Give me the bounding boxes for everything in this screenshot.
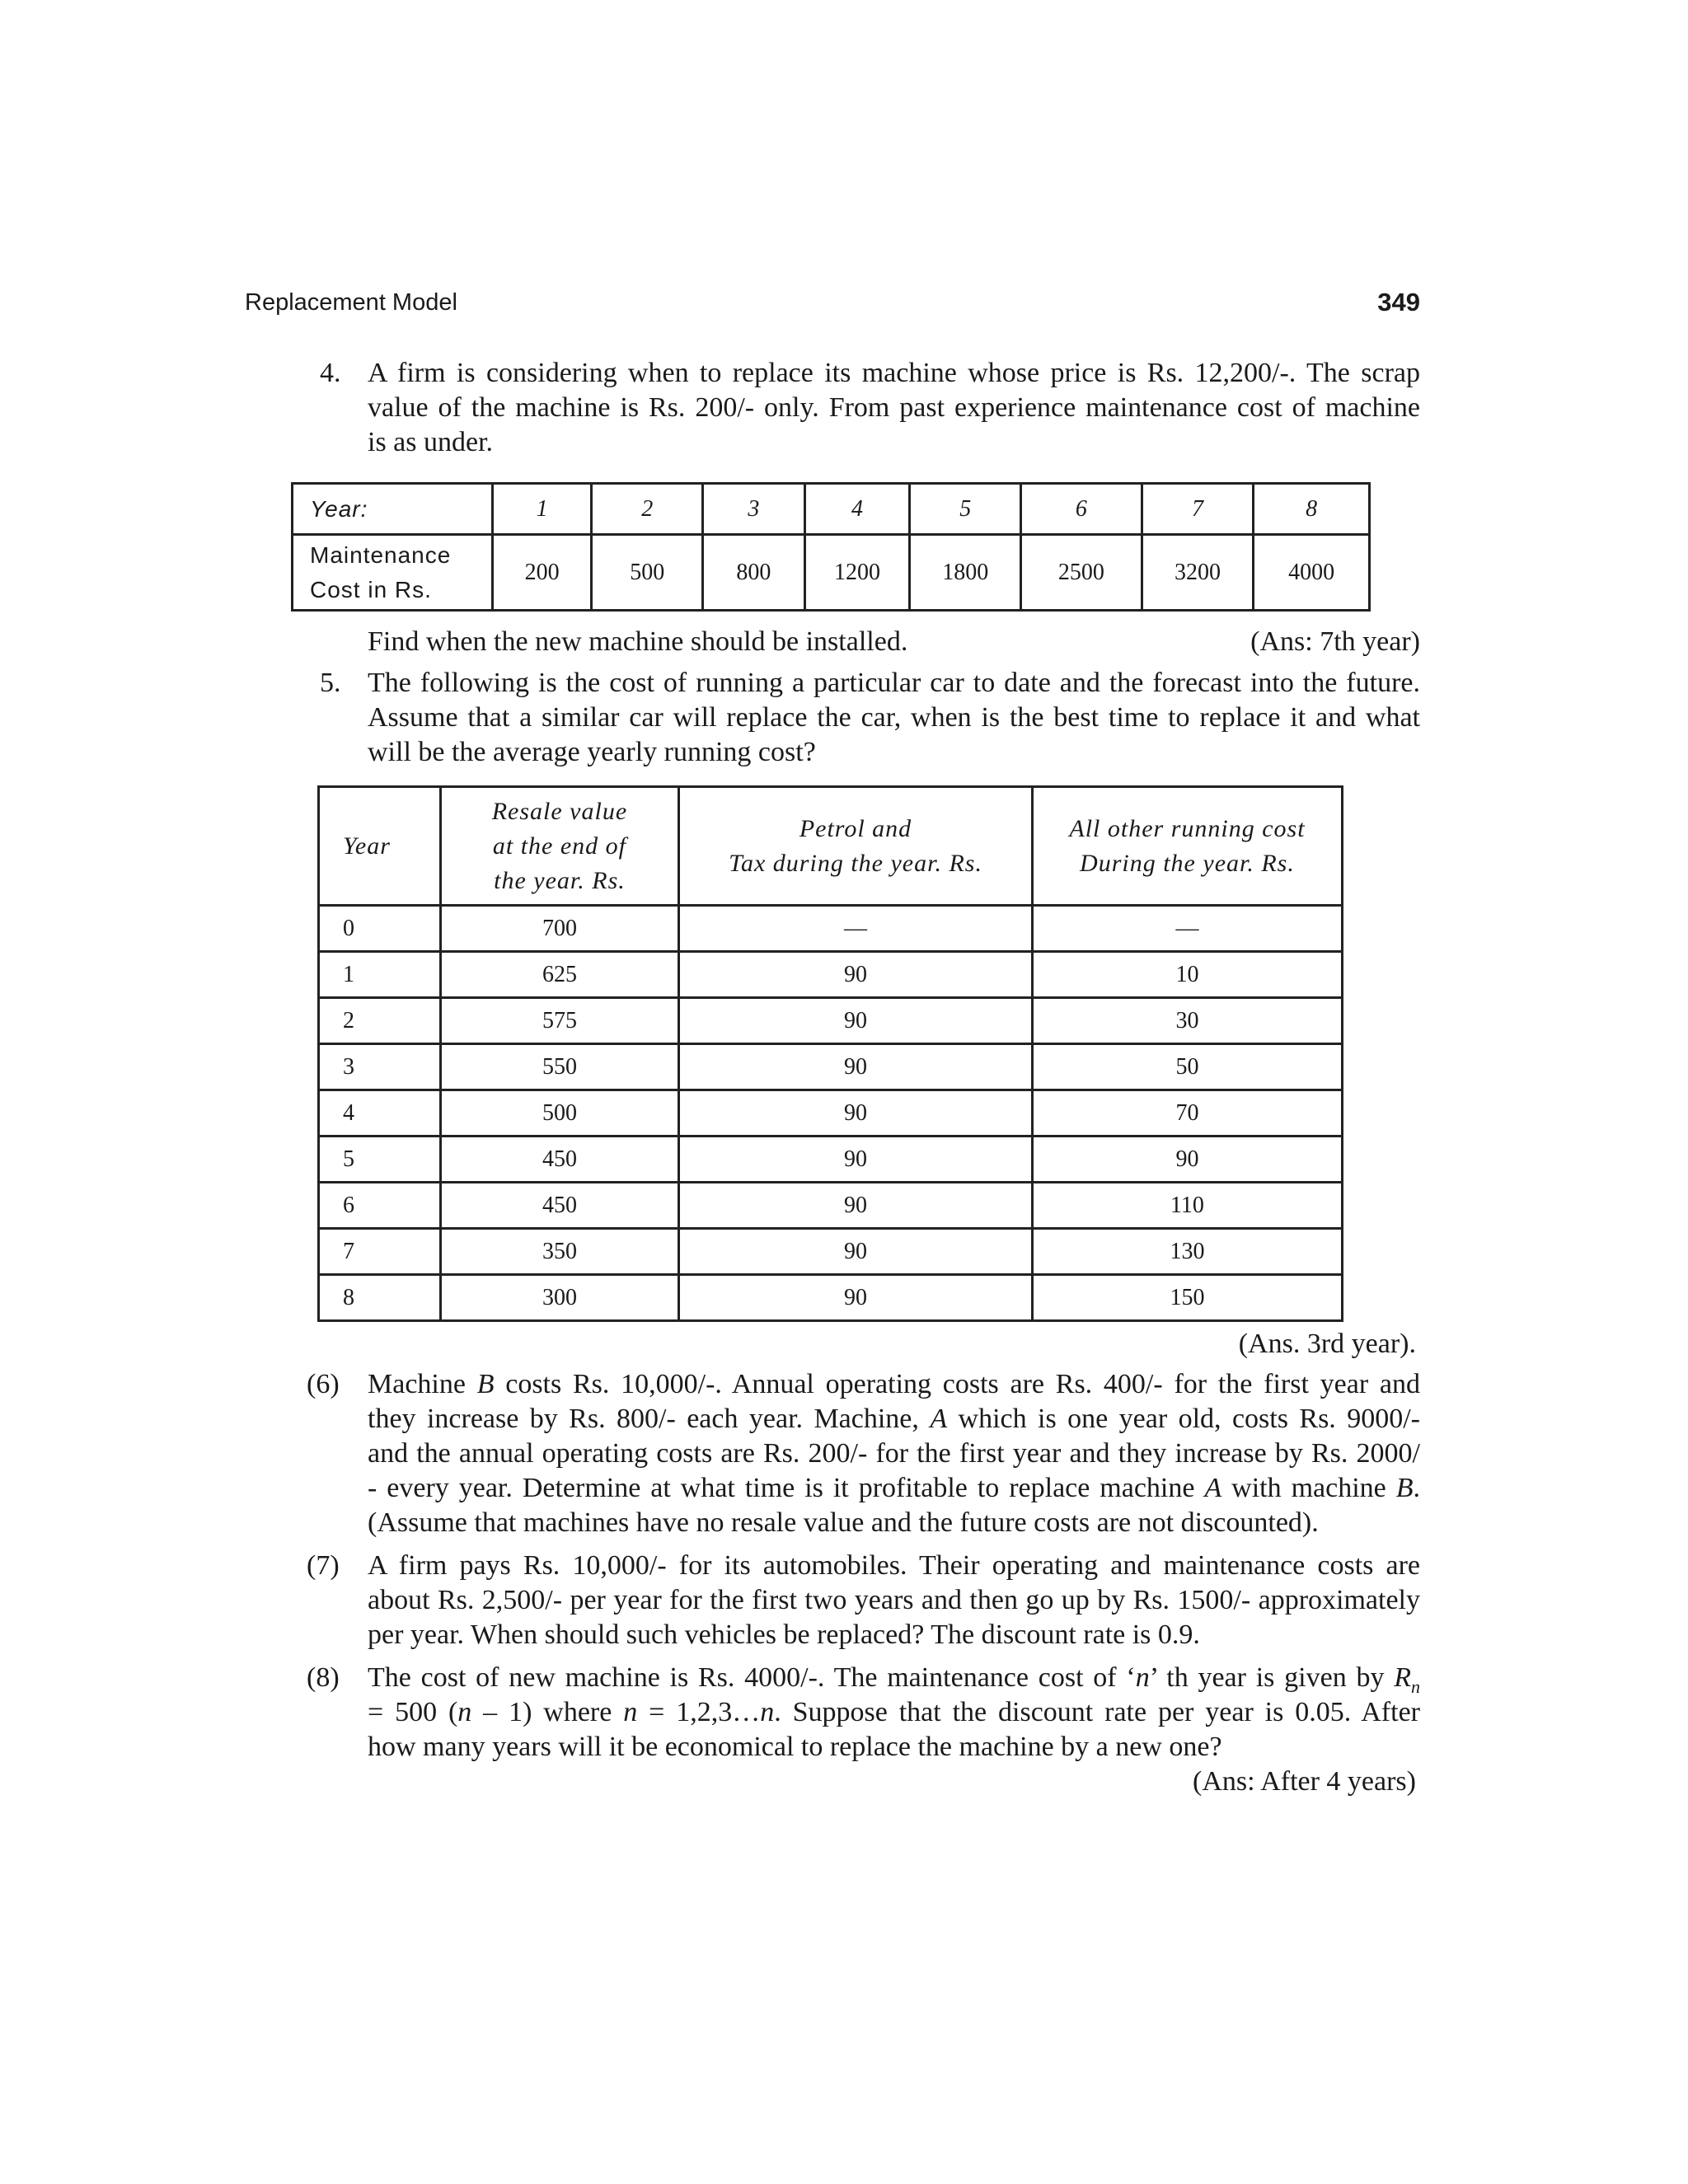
question-7-line-2: about Rs. 2,500/- per year for the first two years and then go up by Rs. 1500/- approximately xyxy=(368,1585,1420,1615)
year-cell: 4 xyxy=(319,1090,441,1137)
resale-cell: 450 xyxy=(440,1183,678,1229)
header-resale-value xyxy=(440,787,678,906)
question-7-line-1: A firm pays Rs. 10,000/- for its automobiles. Their operating and maintenance costs are xyxy=(368,1550,1420,1581)
cost-cell: 1800 xyxy=(910,535,1021,611)
question-8-line-1: The cost of new machine is Rs. 4000/-. The maintenance cost of ‘n’ th year is given by $R_n$ xyxy=(368,1662,1420,1697)
resale-cell: 575 xyxy=(440,998,678,1044)
resale-cell: 700 xyxy=(440,906,678,952)
table-row xyxy=(319,1229,1343,1275)
question-8-line-2: = 500 (n – 1) where n = 1,2,3…n. Suppose that the discount rate per year is 0.05. After xyxy=(368,1697,1420,1727)
other-cost-cell: 70 xyxy=(1032,1090,1342,1137)
question-8-number: (8) xyxy=(307,1662,340,1693)
question-5-line-2: Assume that a similar car will replace the car, when is the best time to replace it and what xyxy=(368,702,1420,733)
table-row xyxy=(319,906,1343,952)
table-row xyxy=(319,998,1343,1044)
header-other-line-2: During the year. Rs. xyxy=(1080,849,1295,877)
cost-cell: 800 xyxy=(703,535,805,611)
maintenance-label-line-1: Maintenance xyxy=(310,541,452,568)
cost-cell: 200 xyxy=(492,535,592,611)
petrol-cell: 90 xyxy=(679,952,1033,998)
cost-cell: 1200 xyxy=(804,535,910,611)
table-row xyxy=(319,1044,1343,1090)
table-row xyxy=(319,1090,1343,1137)
table-row xyxy=(319,952,1343,998)
question-5-number: 5. xyxy=(320,668,341,698)
petrol-cell: 90 xyxy=(679,1183,1033,1229)
question-6-line-1: Machine B costs Rs. 10,000/-. Annual operating costs are Rs. 400/- for the first year and xyxy=(368,1369,1420,1399)
petrol-cell: 90 xyxy=(679,1137,1033,1183)
header-petrol-line-2: Tax during the year. Rs. xyxy=(729,849,982,877)
resale-cell: 500 xyxy=(440,1090,678,1137)
petrol-cell: 90 xyxy=(679,998,1033,1044)
header-year: Year xyxy=(319,787,441,906)
year-cell: 3 xyxy=(319,1044,441,1090)
resale-cell: 350 xyxy=(440,1229,678,1275)
year-cell: 1 xyxy=(492,484,592,535)
question-7-number: (7) xyxy=(307,1550,340,1581)
year-cell: 5 xyxy=(910,484,1021,535)
question-6-line-5: (Assume that machines have no resale value and the future costs are not discounted). xyxy=(368,1507,1319,1538)
header-resale-line-2: at the end of xyxy=(492,832,627,860)
car-running-cost-table xyxy=(317,785,1343,1322)
cost-cell: 500 xyxy=(592,535,703,611)
question-4-line-3: is as under. xyxy=(368,427,494,457)
petrol-cell: 90 xyxy=(679,1044,1033,1090)
year-cell: 8 xyxy=(1254,484,1370,535)
running-header-title: Replacement Model xyxy=(245,289,457,316)
maintenance-cost-table xyxy=(291,482,1371,612)
other-cost-cell: 130 xyxy=(1032,1229,1342,1275)
resale-cell: 625 xyxy=(440,952,678,998)
other-cost-cell: 90 xyxy=(1032,1137,1342,1183)
question-4-number: 4. xyxy=(320,358,341,388)
header-other-line-1: All other running cost xyxy=(1069,814,1306,842)
table-header-row xyxy=(319,787,1343,906)
question-4-answer: (Ans: 7th year) xyxy=(1250,626,1420,657)
petrol-cell: 90 xyxy=(679,1229,1033,1275)
header-petrol-line-1: Petrol and xyxy=(799,814,912,842)
year-cell: 7 xyxy=(1142,484,1254,535)
table-row xyxy=(319,1183,1343,1229)
page-number: 349 xyxy=(1377,288,1420,316)
maintenance-row-label xyxy=(293,535,493,611)
year-cell: 2 xyxy=(592,484,703,535)
year-cell: 1 xyxy=(319,952,441,998)
other-cost-cell: — xyxy=(1032,906,1342,952)
other-cost-cell: 30 xyxy=(1032,998,1342,1044)
resale-cell: 550 xyxy=(440,1044,678,1090)
other-cost-cell: 150 xyxy=(1032,1275,1342,1321)
year-cell: 8 xyxy=(319,1275,441,1321)
petrol-cell: — xyxy=(679,906,1033,952)
year-cell: 5 xyxy=(319,1137,441,1183)
question-5-line-3: will be the average yearly running cost? xyxy=(368,737,816,767)
question-5-answer: (Ans. 3rd year). xyxy=(1238,1329,1416,1359)
question-6-line-2: they increase by Rs. 800/- each year. Machine, A which is one year old, costs Rs. 9000/- xyxy=(368,1404,1420,1434)
header-resale-line-3: the year. Rs. xyxy=(494,866,626,894)
year-row-label: Year: xyxy=(293,484,493,535)
question-4-line-2: value of the machine is Rs. 200/- only. From past experience maintenance cost of machine xyxy=(368,392,1420,423)
question-4-line-1: A firm is considering when to replace its machine whose price is Rs. 12,200/-. The scrap xyxy=(368,358,1420,388)
question-6-line-3: and the annual operating costs are Rs. 200/- for the first year and they increase by Rs. 2000/ xyxy=(368,1438,1420,1469)
year-cell: 0 xyxy=(319,906,441,952)
year-cell: 7 xyxy=(319,1229,441,1275)
question-8-answer: (Ans: After 4 years) xyxy=(1193,1766,1416,1797)
table-row xyxy=(293,535,1370,611)
year-cell: 6 xyxy=(319,1183,441,1229)
question-7-line-3: per year. When should such vehicles be replaced? The discount rate is 0.9. xyxy=(368,1619,1200,1650)
resale-cell: 450 xyxy=(440,1137,678,1183)
question-6-number: (6) xyxy=(307,1369,340,1399)
header-other-running-cost xyxy=(1032,787,1342,906)
year-cell: 4 xyxy=(804,484,910,535)
question-6-line-4: - every year. Determine at what time is it profitable to replace machine A with machine B. xyxy=(368,1473,1420,1503)
question-5-line-1: The following is the cost of running a particular car to date and the forecast into the future. xyxy=(368,668,1420,698)
table-row xyxy=(319,1275,1343,1321)
question-8-line-3: how many years will it be economical to replace the machine by a new one? xyxy=(368,1732,1222,1762)
cost-cell: 2500 xyxy=(1021,535,1142,611)
other-cost-cell: 110 xyxy=(1032,1183,1342,1229)
cost-cell: 4000 xyxy=(1254,535,1370,611)
year-cell: 6 xyxy=(1021,484,1142,535)
question-4-prompt: Find when the new machine should be installed. xyxy=(368,626,908,657)
table-row xyxy=(293,484,1370,535)
other-cost-cell: 10 xyxy=(1032,952,1342,998)
header-petrol-tax xyxy=(679,787,1033,906)
table-row xyxy=(319,1137,1343,1183)
cost-cell: 3200 xyxy=(1142,535,1254,611)
petrol-cell: 90 xyxy=(679,1090,1033,1137)
petrol-cell: 90 xyxy=(679,1275,1033,1321)
year-cell: 2 xyxy=(319,998,441,1044)
header-resale-line-1: Resale value xyxy=(491,797,628,825)
maintenance-label-line-2: Cost in Rs. xyxy=(310,576,432,602)
year-cell: 3 xyxy=(703,484,805,535)
resale-cell: 300 xyxy=(440,1275,678,1321)
other-cost-cell: 50 xyxy=(1032,1044,1342,1090)
